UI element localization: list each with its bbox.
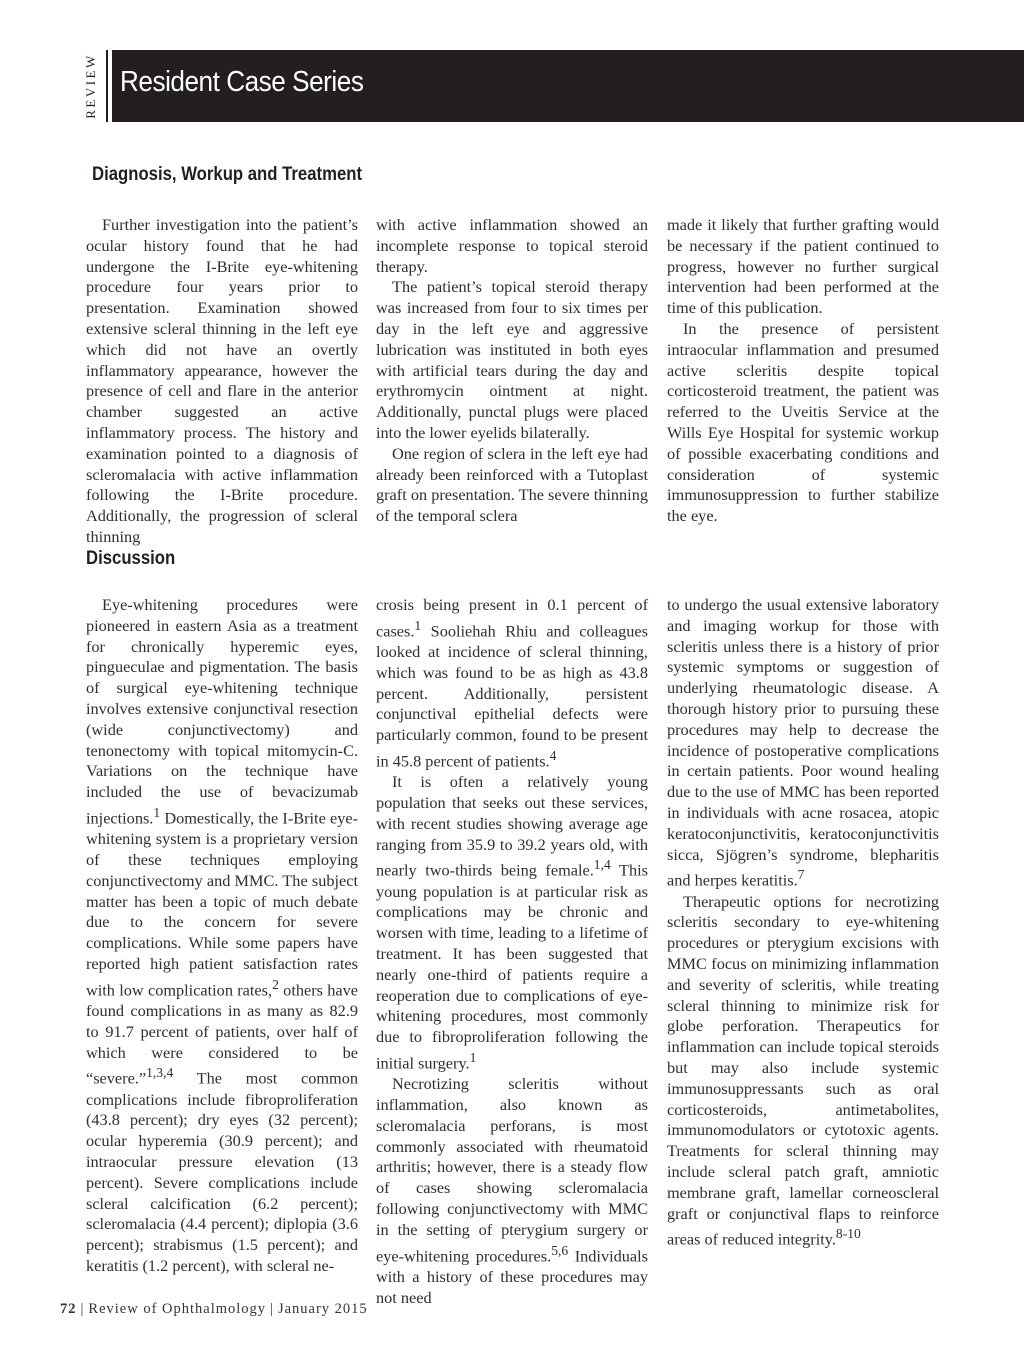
column-2-discussion <box>376 595 648 1308</box>
paragraph: to undergo the usual extensive laboratory and imaging workup for those with scleritis unless there is a history of prior systemic symptoms or suggestion of underlying rheumatologic disease. A thorough history prior to pursuing these procedures may help to decrease the incidence of postoperative complications in certain patients. Poor wound healing due to the use of MMC has been reported in individuals with acne rosacea, atopic keratoconjunctivitis, keratoconjunctivitis sicca, Sjögren’s syndrome, blepharitis and herpes keratitis.$^7$ <box>667 595 939 890</box>
paragraph: made it likely that further grafting would be necessary if the patient continued to progress, however no further surgical intervention had been performed at the time of this publication. <box>667 215 939 318</box>
citation: 1 <box>153 804 161 820</box>
citation: 2 <box>272 976 279 992</box>
paragraph: The patient’s topical steroid therapy was increased from four to six times per day in the left eye and aggressive lubrication was instituted in both eyes with artificial tears during the day and erythromycin ointment at night. Additionally, punctal plugs were placed into the lower eyelids bilaterally. <box>376 277 648 442</box>
citation: 1,3,4 <box>146 1065 174 1081</box>
page-number: 72 <box>60 1301 77 1317</box>
citation: 8-10 <box>835 1226 861 1242</box>
issue-date: January 2015 <box>277 1301 368 1317</box>
page-title: Resident Case Series <box>120 66 364 98</box>
citation: 5,6 <box>551 1242 569 1258</box>
column-1-diagnosis <box>86 215 358 548</box>
column-1-discussion <box>86 595 358 1277</box>
section-heading-diagnosis: Diagnosis, Workup and Treatment <box>92 164 363 185</box>
section-tab-label: REVIEW <box>83 53 99 119</box>
section-tab <box>76 50 108 122</box>
column-3-diagnosis <box>667 215 939 527</box>
paragraph: Necrotizing scleritis without inflammation, also known as scleromalacia perforans, is most commonly associated with rheumatoid arthritis; however, there is a steady flow of cases showing scleromalacia following conjunctivectomy with MMC in the setting of pterygium surgery or eye-whitening procedures.$^{5,6}$ Individuals with a history of these procedures may not need <box>376 1074 648 1307</box>
publication-name: Review of Ophthalmology <box>88 1301 267 1317</box>
paragraph: One region of sclera in the left eye had already been reinforced with a Tutoplast graft on presentation. The severe thinning of the temporal sclera <box>376 443 648 526</box>
paragraph: Further investigation into the patient’s ocular history found that he had undergone the I-Brite eye-whitening procedure four years prior to presentation. Examination showed extensive scleral thinning in the left eye which did not have an overtly inflammatory appearance, however the presence of cell and flare in the anterior chamber suggested an active inflammatory process. The history and examination pointed to a diagnosis of scleromalacia with active inflammation following the I-Brite procedure. Additionally, the progression of scleral thinning <box>86 215 358 546</box>
column-2-diagnosis <box>376 215 648 527</box>
paragraph: It is often a relatively young population that seeks out these services, with recent studies showing average age ranging from 35.9 to 39.2 years old, with nearly two-thirds being female.$^{1,4}$ This young population is at particular risk as complications may be chronic and worsen with time, leading to a lifetime of treatment. It has been suggested that nearly one-third of patients require a reoperation due to complications of eye-whitening procedures, most commonly due to fibroproliferation following the initial surgery.$^1$ <box>376 772 648 1073</box>
page-footer: 72 | Review of Ophthalmology | January 2015 <box>60 1301 368 1317</box>
column-3-discussion <box>667 595 939 1251</box>
paragraph: with active inflammation showed an incomplete response to topical steroid therapy. <box>376 215 648 276</box>
paragraph: Eye-whitening procedures were pioneered in eastern Asia as a treatment for chronically hyperemic eyes, pingueculae and pigmentation. The basis of surgical eye-whitening technique involves extensive conjunctival resection (wide conjunctivectomy) and tenonectomy with topical mitomycin-C. Variations on the technique have included the use of bevacizumab injections.$^1$ Domestically, the I-Brite eye-whitening system is a proprietary version of these techniques employing conjunctivectomy and MMC. The subject matter has been a topic of much debate due to the concern for severe complications. While some papers have reported high patient satisfaction rates with low complication rates,$^2$ others have found complications in as many as 82.9 to 91.7 percent of patients, over half of which were considered to be “severe.”$^{1,3,4}$ The most common complications include fibroproliferation (43.8 percent); dry eyes (32 percent); ocular hyperemia (30.9 percent); and intraocular pressure elevation (13 percent). Severe complications include scleral calcification (6.2 percent); scleromalacia (4.4 percent); diplopia (3.6 percent); strabismus (1.5 percent); and keratitis (1.2 percent), with scleral ne- <box>86 595 358 1275</box>
citation: 1 <box>469 1050 477 1065</box>
citation: 7 <box>797 867 805 883</box>
paragraph: In the presence of persistent intraocular inflammation and presumed active scleritis despite topical corticosteroid treatment, the patient was referred to the Uveitis Service at the Wills Eye Hospital for systemic workup of possible exacerbating conditions and consideration of systemic immunosuppression to further stabilize the eye. <box>667 318 939 526</box>
paragraph: Therapeutic options for necrotizing scleritis secondary to eye-whitening procedures or pterygium excisions with MMC focus on minimizing inflammation and severity of scleritis, while treating scleral thinning to minimize risk for globe perforation. Therapeutics for inflammation can include topical steroids but may also include systemic immunosuppressants such as oral corticosteroids, antimetabolites, immunomodulators or cytotoxic agents. Treatments for scleral thinning may include scleral patch graft, amniotic membrane graft, lamellar corneoscleral graft or conjunctival flaps to reinforce areas of reduced integrity.$^{8-10}$ <box>667 891 939 1249</box>
section-heading-discussion: Discussion <box>86 548 176 569</box>
header-bar <box>112 50 1024 122</box>
citation: 1,4 <box>593 857 611 873</box>
citation: 1 <box>414 617 422 633</box>
citation: 4 <box>549 748 557 763</box>
paragraph: crosis being present in 0.1 percent of cases.$^1$ Sooliehah Rhiu and colleagues looked at incidence of scleral thinning, which was found to be as high as 43.8 percent. Additionally, persistent conjunctival epithelial defects were particularly common, found to be present in 45.8 percent of patients.$^4$ <box>376 595 648 771</box>
